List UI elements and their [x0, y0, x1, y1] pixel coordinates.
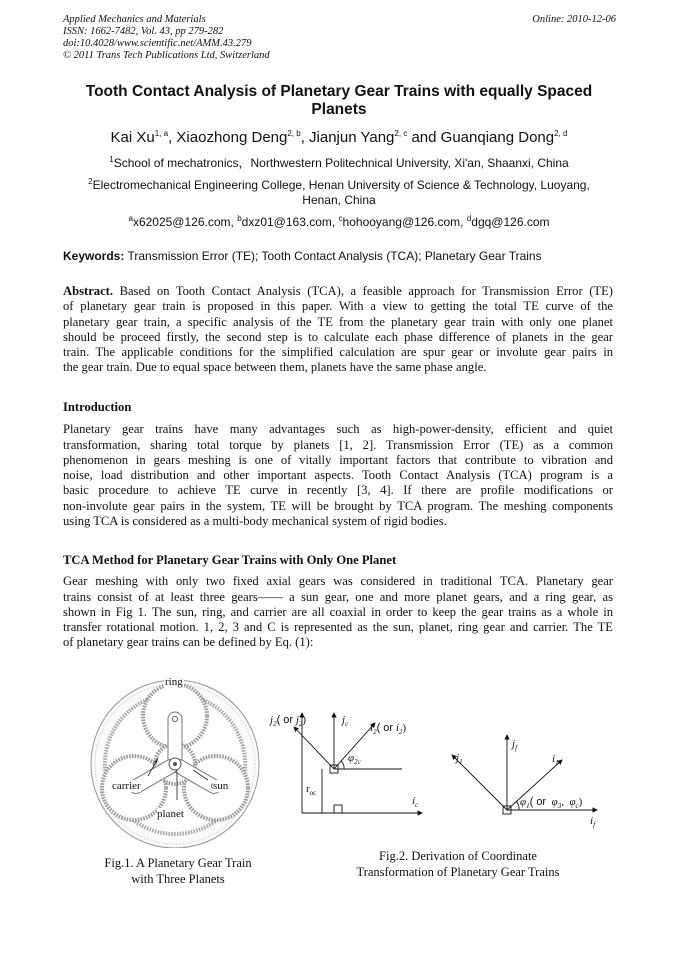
fig1-label-ring: ring [165, 676, 183, 688]
fig2-label-i2: $i_2$( or $i_2$) [370, 722, 407, 737]
fig2-caption-line1: Fig.2. Derivation of Coordinate [379, 849, 537, 863]
fig1-caption [78, 855, 278, 887]
email-sup-a: a [128, 214, 133, 223]
author-sep: , [300, 129, 310, 146]
aff2-line1: Electromechanical Engineering College, Henan University of Science & Technology, Luoyang, [92, 178, 590, 192]
email-2[interactable]: dxz01@163.com, [241, 215, 339, 229]
introduction-heading: Introduction [63, 400, 132, 414]
email-sup-c: c [338, 214, 343, 223]
abstract-line: train. The applicable conditions for the simplified calculation are spur gear or involute gear pairs in [63, 345, 613, 360]
author-sep: , [168, 129, 177, 146]
aff2-sup: 2 [88, 177, 93, 186]
author-2: Xiaozhong Deng [176, 129, 288, 146]
tca-section [63, 553, 613, 651]
affiliation-1 [0, 156, 678, 171]
keywords [63, 249, 542, 263]
journal-name: Applied Mechanics and Materials [63, 14, 206, 25]
fig1-label-planet: planet [157, 808, 184, 820]
affiliation-2 [0, 178, 678, 193]
affiliation-2-line2: Henan, China [302, 193, 376, 207]
tca-line: Gear meshing with only two fixed axial gears was considered in traditional TCA. Planetary gear [63, 574, 613, 589]
fig2-caption [330, 848, 586, 880]
intro-line: transformation, sharing total torque by planets [1, 2]. Transmission Error (TE) as a common [63, 437, 613, 452]
online-date: Online: 2010-12-06 [532, 14, 616, 25]
author-1: Kai Xu [110, 129, 155, 146]
fig2-label-j1: $j_1$ [456, 752, 463, 767]
email-list [0, 215, 678, 229]
aff1-text: School of mechatronics，Northwestern Politechnical University, Xi'an, Shaanxi, China [113, 156, 569, 170]
fig2-label-jf: $j_f$ [512, 738, 518, 753]
introduction-section [63, 400, 613, 529]
keywords-text: Transmission Error (TE); Tooth Contact Analysis (TCA); Planetary Gear Trains [124, 249, 542, 263]
axis-j2 [294, 727, 334, 769]
email-4[interactable]: dgq@126.com [471, 215, 550, 229]
author-4-sup: 2, d [554, 129, 568, 138]
abstract-line: of planetary gear train is proposed in this paper. With a view to getting the total TE curve of the [63, 299, 613, 314]
email-sup-b: b [237, 214, 242, 223]
email-sup-d: d [466, 214, 472, 223]
fig1-gear-diagram [80, 672, 276, 848]
intro-line: using TCA is considered as a multi-body mechanical system of rigid bodies. [63, 514, 447, 529]
fig2-label-phi1: $\varphi_1$( or $\varphi_3$, $\varphi_c$) [520, 796, 583, 811]
tca-line: of planetary gear trains can be defined by Eq. (1): [63, 635, 314, 650]
issn: ISSN: 1662-7482, Vol. 43, pp 279-282 [63, 26, 224, 37]
copyright: © 2011 Trans Tech Publications Ltd, Switzerland [63, 50, 270, 61]
tca-heading: TCA Method for Planetary Gear Trains with Only One Planet [63, 553, 397, 567]
author-4: Guanqiang Dong [440, 129, 555, 146]
tca-line: trains consist of at least three gears—— a sun gear, one and more planet gears, and a ring gear, as [63, 589, 613, 604]
title-line-1: Tooth Contact Analysis of Planetary Gear Trains with equally Spaced [85, 83, 593, 100]
author-3-sup: 2, c [394, 129, 408, 138]
aff1-sup: 1 [109, 155, 114, 164]
tca-line: transfer rotational motion. 1, 2, 3 and C is represented as the sun, planet, ring gear and carrier. The TE [63, 620, 613, 635]
intro-line: phenomenon in gears meshing is one of vitally important factors that contribute to vibration and [63, 452, 613, 467]
abstract-line: should be proceed firstly, the second step is to calculate each phase difference of planets in the gear [63, 329, 613, 344]
doi: doi:10.4028/www.scientific.net/AMM.43.279 [63, 38, 252, 49]
fig1-caption-line2: with Three Planets [131, 872, 225, 886]
title-line-2: Planets [311, 101, 367, 118]
affiliations [0, 156, 678, 208]
intro-line: basic procedure to achieve TE curve in recently [3, 4]. If there are profile modifications or [63, 483, 613, 498]
email-3[interactable]: hohooyang@126.com, [342, 215, 467, 229]
fig2-coordinate-diagram [272, 705, 612, 835]
fig1-label-sun: sun [213, 780, 229, 792]
fig2-caption-line2: Transformation of Planetary Gear Trains [356, 865, 560, 879]
author-3: Jianjun Yang [309, 129, 395, 146]
abstract-line [63, 284, 613, 299]
keywords-label: Keywords: [63, 249, 125, 263]
fig2-label-jc: $j_c$ [342, 714, 349, 729]
fig1-label-carrier: carrier [112, 780, 141, 792]
author-sep: and [407, 129, 441, 146]
author-2-sup: 2, b [287, 129, 301, 138]
abstract-text: Based on Tooth Contact Analysis (TCA), a feasible approach for Transmission Error (TE) [113, 284, 613, 298]
intro-line: noise, load distribution and other important aspects. Tooth Contact Analysis (TCA) program is a [63, 468, 613, 483]
abstract [63, 284, 613, 376]
fig2-label-roc: $r_{oc}$ [306, 783, 317, 798]
intro-line: Planetary gear trains have many advantages such as high-power-density, efficient and quiet [63, 422, 613, 437]
email-1[interactable]: x62025@126.com, [132, 215, 238, 229]
intro-line: non-involute gear pairs in the system, TE will be brought by TCA program. The meshing components [63, 498, 613, 513]
fig2-label-j2: $j_2$( or $j_2$) [270, 714, 307, 729]
fig2-label-phi2c: $\varphi_{2c}$ [348, 752, 361, 767]
abstract-label: Abstract. [63, 284, 114, 298]
author-1-sup: 1, a [154, 129, 169, 138]
paper-title [40, 83, 638, 119]
author-list [0, 129, 678, 146]
journal-header [63, 14, 270, 62]
tca-line: shown in Fig 1. The sun, ring, and carrier are all coaxial in order to keep the gear trains as a whole in [63, 604, 613, 619]
abstract-line: the gear train. Due to equal space between them, planets have the same phase angle. [63, 360, 487, 375]
fig2-label-i1: $i_1$ [552, 753, 559, 768]
fig2-label-ic: $i_c$ [412, 795, 419, 810]
fig1-caption-line1: Fig.1. A Planetary Gear Train [104, 856, 252, 870]
fig2-label-if: $i_f$ [590, 815, 596, 830]
abstract-line: planetary gear train, a specific analysis of the TE from the planetary gear train with only one planet [63, 314, 613, 329]
